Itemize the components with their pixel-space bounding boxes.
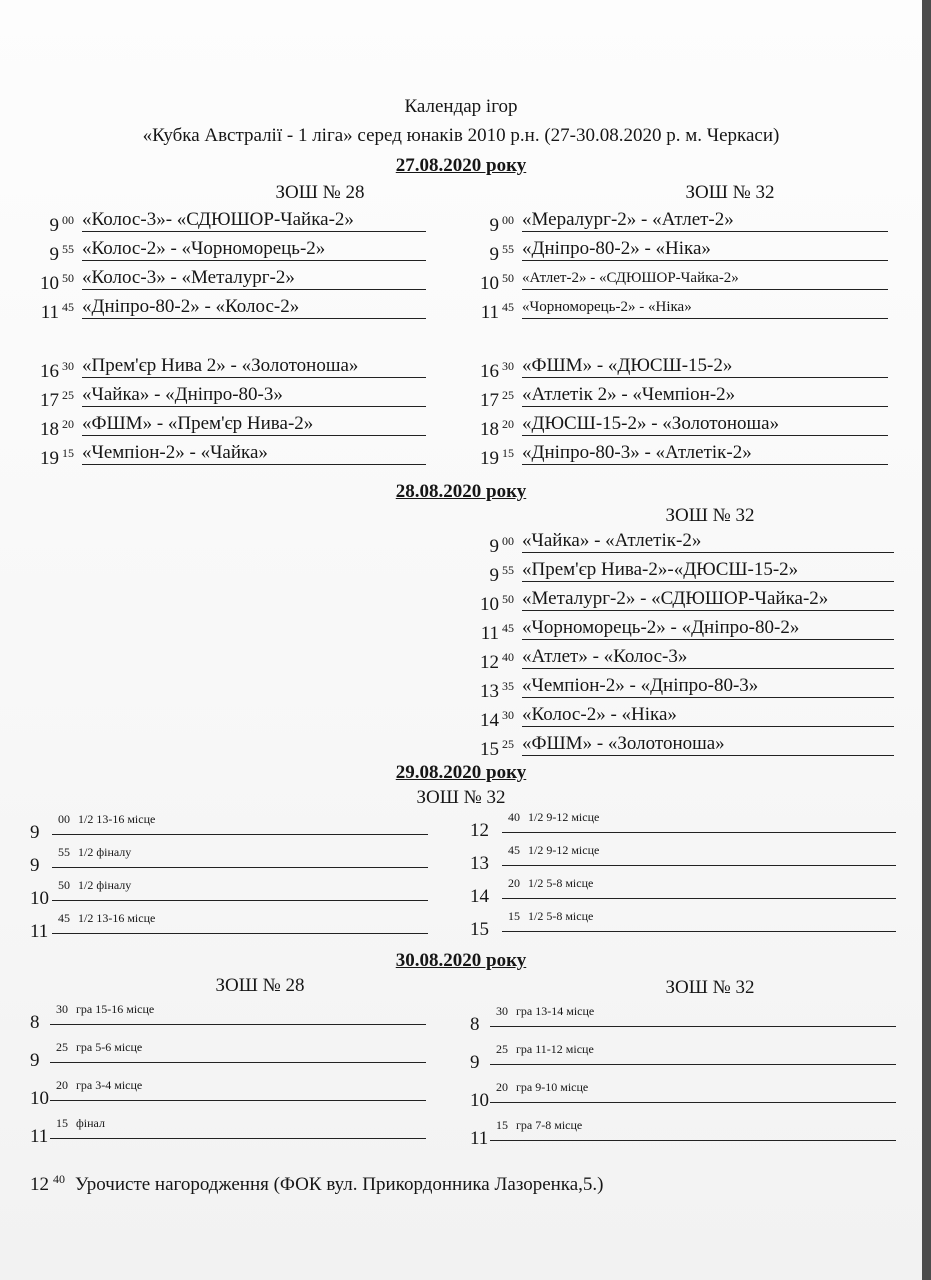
game-label: гра 9-10 місце (516, 1080, 589, 1094)
game-hour: 11 (30, 921, 49, 942)
game-minute: 20 (56, 1078, 68, 1092)
date-heading-day1: 27.08.2020 року (395, 155, 527, 176)
game-hour: 10 (470, 1090, 489, 1111)
game-minute: 00 (62, 213, 74, 227)
game-teams: «Колос-2» - «Чорноморець-2» (82, 238, 326, 259)
underline (522, 377, 888, 378)
bracket-row (30, 1114, 426, 1146)
game-time (481, 615, 514, 647)
underline (522, 552, 894, 553)
game-minute: 55 (62, 242, 74, 256)
underline (490, 1102, 896, 1103)
bracket-row (30, 909, 428, 941)
game-minute: 15 (62, 446, 74, 460)
game-teams: «Прем'єр Нива 2» - «Золотоноша» (82, 355, 359, 376)
game-time (40, 440, 74, 472)
bracket-row (470, 841, 896, 873)
game-label: 1/2 13-16 місце (78, 812, 156, 826)
game-time (480, 411, 514, 443)
underline (52, 900, 428, 901)
game-hour: 15 (470, 919, 489, 940)
underline (490, 1064, 896, 1065)
game-hour: 10 (30, 1088, 49, 1109)
game-label: 1/2 5-8 місце (528, 909, 594, 923)
game-teams: «Чайка» - «Дніпро-80-3» (82, 384, 283, 405)
game-minute: 30 (496, 1004, 508, 1018)
game-minute: 20 (496, 1080, 508, 1094)
game-teams: «Атлет-2» - «СДЮШОР-Чайка-2» (522, 270, 739, 286)
game-hour: 9 (489, 536, 499, 557)
bracket-row (30, 1038, 426, 1070)
game-teams: «ФШМ» - «ДЮСШ-15-2» (522, 355, 733, 376)
underline (522, 726, 894, 727)
game-hour: 18 (480, 419, 499, 440)
game-minute: 00 (502, 534, 514, 548)
game-time (40, 411, 74, 443)
game-minute: 30 (56, 1002, 68, 1016)
underline (522, 318, 888, 319)
game-minute: 15 (508, 909, 520, 923)
game-hour: 9 (49, 215, 59, 236)
game-time (480, 731, 514, 763)
game-label: гра 11-12 місце (516, 1042, 594, 1056)
document-subtitle: «Кубка Австралії - 1 ліга» серед юнаків 2010 р.н. (27-30.08.2020 р. м. Черкаси) (142, 125, 780, 146)
game-row (480, 644, 894, 673)
underline (52, 867, 428, 868)
game-row (42, 207, 426, 236)
game-minute: 55 (502, 242, 514, 256)
underline (82, 260, 426, 261)
game-hour: 17 (40, 390, 59, 411)
game-label: 1/2 13-16 місце (78, 911, 156, 925)
game-minute: 50 (502, 592, 514, 606)
game-hour: 11 (30, 1126, 49, 1147)
bracket-row (30, 843, 428, 875)
game-teams: «Колос-2» - «Ніка» (522, 704, 677, 725)
underline (52, 933, 428, 934)
school-heading-day3: ЗОШ № 32 (416, 787, 506, 808)
game-hour: 16 (480, 361, 499, 382)
game-row (480, 265, 888, 294)
underline (490, 1140, 896, 1141)
game-time (480, 440, 514, 472)
bracket-row (470, 907, 896, 939)
game-row (480, 294, 888, 323)
game-row (40, 382, 426, 411)
game-hour: 11 (470, 1128, 489, 1149)
game-row (480, 731, 894, 760)
game-label: гра 3-4 місце (76, 1078, 143, 1092)
bracket-row (30, 876, 428, 908)
game-time (40, 353, 74, 385)
game-hour: 9 (489, 244, 499, 265)
game-time (490, 528, 515, 560)
award-ceremony (30, 1172, 604, 1196)
game-hour: 14 (480, 710, 499, 731)
game-label: гра 5-6 місце (76, 1040, 143, 1054)
underline (522, 610, 894, 611)
game-label: 1/2 5-8 місце (528, 876, 594, 890)
game-teams: «Колос-3» - «Металург-2» (82, 267, 295, 288)
game-hour: 9 (489, 565, 499, 586)
game-hour: 11 (40, 302, 59, 323)
game-row (40, 440, 426, 469)
underline (522, 755, 894, 756)
game-hour: 18 (40, 419, 59, 440)
date-heading-day4: 30.08.2020 року (395, 950, 527, 971)
game-label: фінал (76, 1116, 105, 1130)
game-row (480, 353, 888, 382)
game-minute: 20 (502, 417, 514, 431)
underline (50, 1062, 426, 1063)
game-time (480, 353, 514, 385)
bracket-row (470, 874, 896, 906)
underline (522, 260, 888, 261)
game-hour: 8 (470, 1014, 480, 1035)
game-row (40, 411, 426, 440)
game-time (480, 673, 514, 705)
game-minute: 50 (62, 271, 74, 285)
school-heading-day2: ЗОШ № 32 (665, 505, 755, 526)
game-hour: 13 (480, 681, 499, 702)
game-hour: 10 (30, 888, 49, 909)
date-heading-day3: 29.08.2020 року (395, 762, 527, 783)
game-teams: «Дніпро-80-2» - «Колос-2» (82, 296, 300, 317)
game-hour: 8 (30, 1012, 40, 1033)
game-minute: 25 (502, 737, 514, 751)
game-minute: 25 (496, 1042, 508, 1056)
underline (522, 668, 894, 669)
game-time (40, 265, 74, 297)
game-row (480, 673, 894, 702)
game-hour: 9 (30, 1050, 40, 1071)
school-heading-day1-left: ЗОШ № 28 (275, 182, 365, 203)
game-row (480, 382, 888, 411)
award-text: Урочисте нагородження (ФОК вул. Прикордонника Лазоренка,5.) (75, 1174, 604, 1195)
game-hour: 9 (30, 855, 40, 876)
school-heading-day4-left: ЗОШ № 28 (215, 975, 305, 996)
underline (82, 464, 426, 465)
underline (502, 931, 896, 932)
game-row (482, 557, 894, 586)
game-hour: 16 (40, 361, 59, 382)
game-hour: 9 (470, 1052, 480, 1073)
game-time (490, 557, 515, 589)
game-teams: «Чорноморець-2» - «Ніка» (522, 299, 692, 315)
underline (522, 581, 894, 582)
game-minute: 45 (58, 911, 70, 925)
game-teams: «Чемпіон-2» - «Чайка» (82, 442, 268, 463)
bracket-row (470, 1002, 896, 1034)
game-minute: 50 (58, 878, 70, 892)
game-row (40, 265, 426, 294)
game-row (40, 294, 426, 323)
game-minute: 45 (62, 300, 74, 314)
game-minute: 15 (56, 1116, 68, 1130)
game-minute: 45 (502, 621, 514, 635)
game-label: гра 15-16 місце (76, 1002, 155, 1016)
game-hour: 10 (480, 594, 499, 615)
underline (522, 697, 894, 698)
game-row (480, 586, 894, 615)
bracket-row (30, 1076, 426, 1108)
underline (502, 832, 896, 833)
game-minute: 20 (62, 417, 74, 431)
game-minute: 40 (502, 650, 514, 664)
underline (50, 1024, 426, 1025)
game-time (40, 382, 74, 414)
underline (82, 289, 426, 290)
game-minute: 25 (502, 388, 514, 402)
game-hour: 15 (480, 739, 499, 760)
game-hour: 17 (480, 390, 499, 411)
game-minute: 20 (508, 876, 520, 890)
game-minute: 50 (502, 271, 514, 285)
game-time (490, 207, 515, 239)
underline (522, 231, 888, 232)
bracket-row (470, 1078, 896, 1110)
game-row (482, 528, 894, 557)
game-row (480, 615, 894, 644)
game-hour: 12 (480, 652, 499, 673)
school-heading-day4-right: ЗОШ № 32 (665, 977, 755, 998)
game-minute: 30 (502, 359, 514, 373)
game-hour: 11 (480, 623, 499, 644)
game-teams: «ФШМ» - «Прем'єр Нива-2» (82, 413, 314, 434)
underline (52, 834, 428, 835)
game-minute: 25 (62, 388, 74, 402)
game-hour: 9 (489, 215, 499, 236)
game-minute: 15 (502, 446, 514, 460)
game-minute: 15 (496, 1118, 508, 1132)
bracket-row (470, 808, 896, 840)
game-minute: 25 (56, 1040, 68, 1054)
game-minute: 45 (508, 843, 520, 857)
underline (502, 865, 896, 866)
game-hour: 12 (470, 820, 489, 841)
game-row (480, 411, 888, 440)
game-row (40, 353, 426, 382)
underline (50, 1138, 426, 1139)
game-time (50, 207, 75, 239)
game-minute: 40 (508, 810, 520, 824)
underline (82, 318, 426, 319)
underline (522, 464, 888, 465)
game-time (480, 265, 514, 297)
game-teams: «Атлетік 2» - «Чемпіон-2» (522, 384, 736, 405)
game-time (480, 702, 514, 734)
game-row (482, 236, 888, 265)
award-minute: 40 (53, 1172, 65, 1186)
photo-background-edge (922, 0, 931, 1280)
game-row (482, 207, 888, 236)
underline (502, 898, 896, 899)
underline (82, 231, 426, 232)
game-minute: 00 (58, 812, 70, 826)
game-label: 1/2 9-12 місце (528, 810, 600, 824)
game-time (480, 586, 514, 618)
game-teams: «Чемпіон-2» - «Дніпро-80-3» (522, 675, 759, 696)
game-minute: 00 (502, 213, 514, 227)
game-label: гра 7-8 місце (516, 1118, 583, 1132)
game-minute: 45 (502, 300, 514, 314)
game-hour: 19 (40, 448, 59, 469)
underline (522, 406, 888, 407)
game-minute: 55 (502, 563, 514, 577)
game-hour: 9 (30, 822, 40, 843)
game-teams: «Атлет» - «Колос-3» (522, 646, 688, 667)
award-hour: 12 (30, 1174, 49, 1195)
underline (50, 1100, 426, 1101)
game-minute: 30 (502, 708, 514, 722)
underline (490, 1026, 896, 1027)
game-time (41, 294, 74, 326)
game-row (480, 440, 888, 469)
bracket-row (470, 1040, 896, 1072)
bracket-row (470, 1116, 896, 1148)
underline (82, 406, 426, 407)
game-teams: «Мералург-2» - «Атлет-2» (522, 209, 734, 230)
game-minute: 55 (58, 845, 70, 859)
underline (82, 435, 426, 436)
game-hour: 10 (480, 273, 499, 294)
bracket-row (30, 810, 428, 842)
game-time (480, 644, 514, 676)
bracket-row (30, 1000, 426, 1032)
underline (522, 435, 888, 436)
game-teams: «Металург-2» - «СДЮШОР-Чайка-2» (522, 588, 829, 609)
underline (82, 377, 426, 378)
document-title: Календар ігор (404, 96, 518, 117)
date-heading-day2: 28.08.2020 року (395, 481, 527, 502)
game-label: 1/2 фіналу (78, 845, 132, 859)
game-minute: 30 (62, 359, 74, 373)
game-time (481, 294, 514, 326)
game-teams: «Чайка» - «Атлетік-2» (522, 530, 702, 551)
game-teams: «Дніпро-80-2» - «Ніка» (522, 238, 711, 259)
underline (522, 639, 894, 640)
game-label: 1/2 9-12 місце (528, 843, 600, 857)
game-hour: 9 (49, 244, 59, 265)
game-label: 1/2 фіналу (78, 878, 132, 892)
game-hour: 19 (480, 448, 499, 469)
game-hour: 11 (480, 302, 499, 323)
game-time (490, 236, 515, 268)
game-label: гра 13-14 місце (516, 1004, 595, 1018)
game-hour: 14 (470, 886, 489, 907)
game-time (50, 236, 75, 268)
game-teams: «ФШМ» - «Золотоноша» (522, 733, 725, 754)
game-time (480, 382, 514, 414)
game-teams: «ДЮСШ-15-2» - «Золотоноша» (522, 413, 780, 434)
game-teams: «Чорноморець-2» - «Дніпро-80-2» (522, 617, 800, 638)
school-heading-day1-right: ЗОШ № 32 (685, 182, 775, 203)
game-teams: «Прем'єр Нива-2»-«ДЮСШ-15-2» (522, 559, 799, 580)
game-minute: 35 (502, 679, 514, 693)
game-teams: «Колос-3»- «СДЮШОР-Чайка-2» (82, 209, 354, 230)
game-row (42, 236, 426, 265)
game-hour: 10 (40, 273, 59, 294)
game-hour: 13 (470, 853, 489, 874)
game-row (480, 702, 894, 731)
underline (522, 289, 888, 290)
game-teams: «Дніпро-80-3» - «Атлетік-2» (522, 442, 752, 463)
